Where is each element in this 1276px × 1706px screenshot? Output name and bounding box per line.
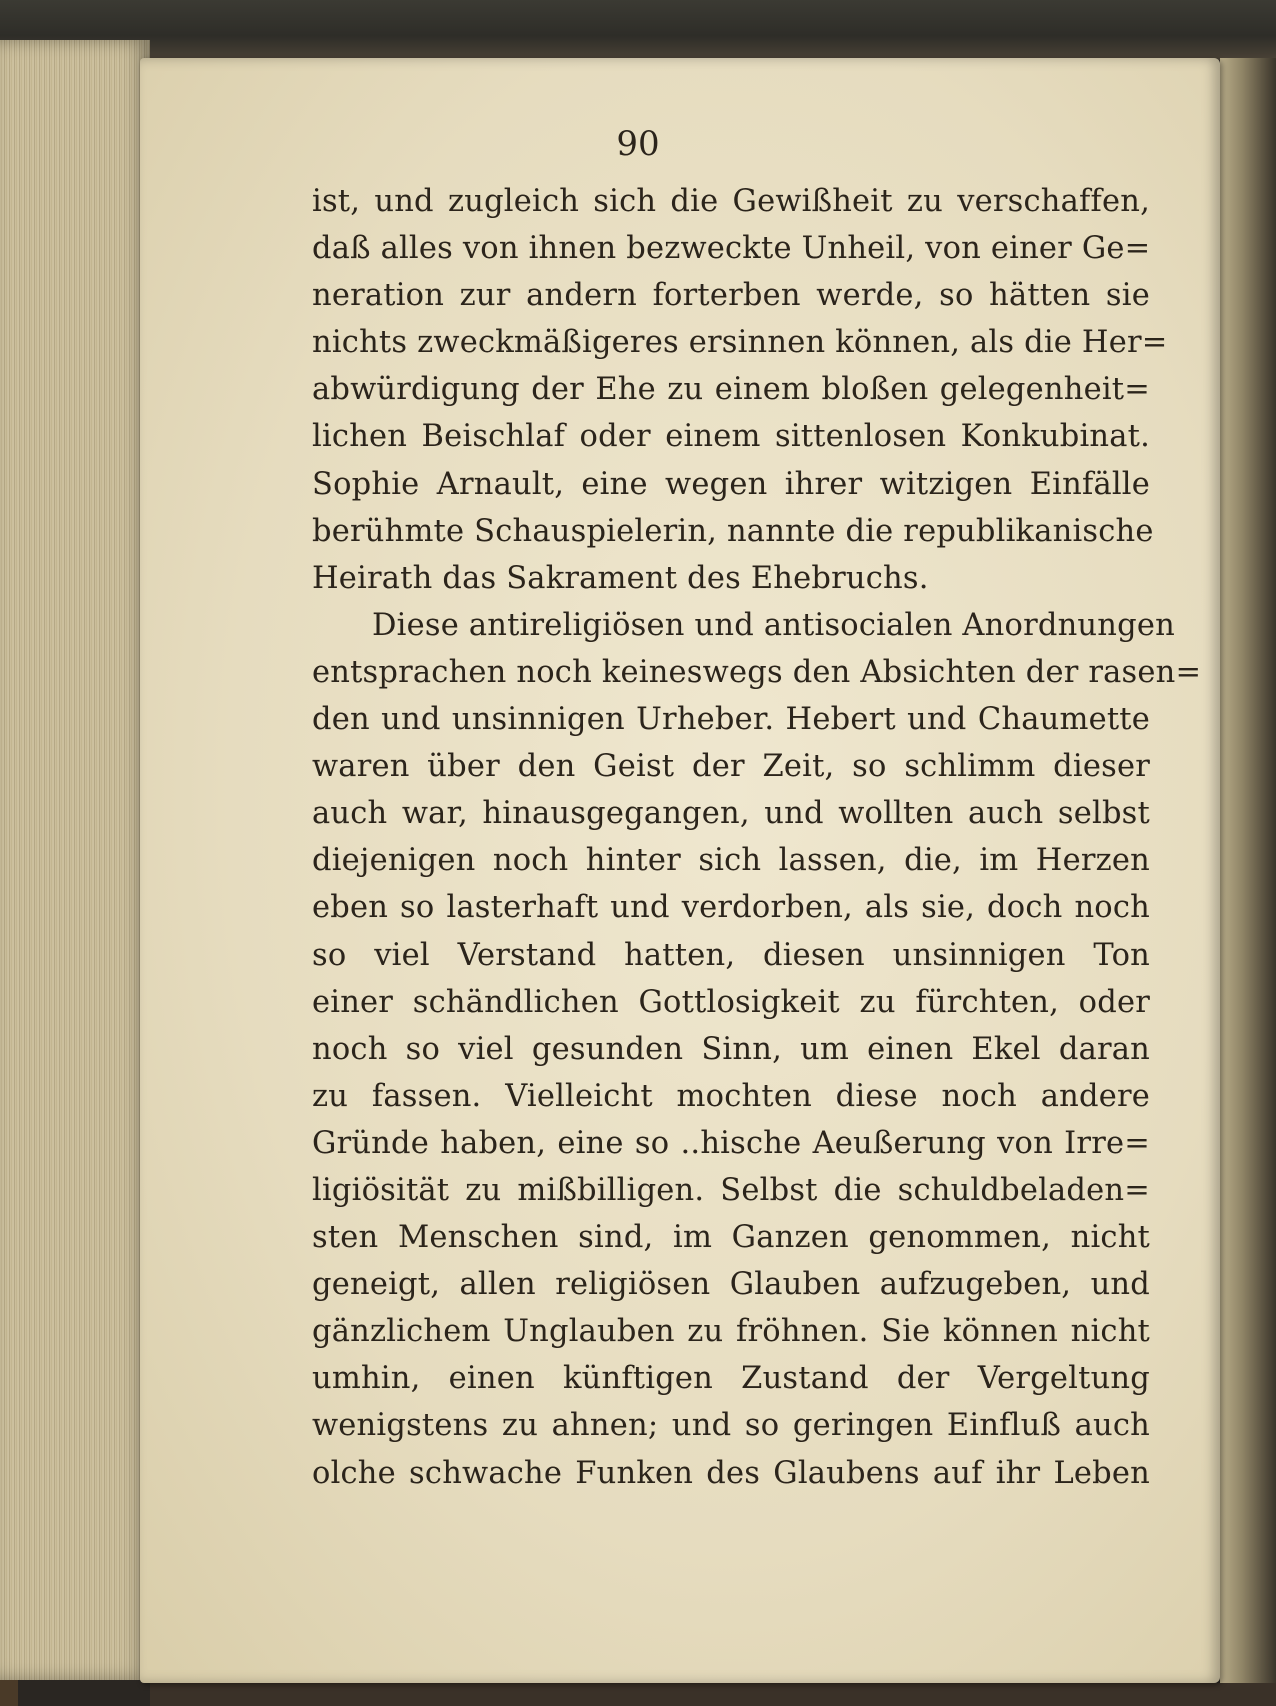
text-line: ist, und zugleich sich die Gewißheit zu verschaffen, [312, 184, 1150, 219]
text-line: so viel Verstand hatten, diesen unsinnigen Ton [312, 937, 1150, 973]
text-line: zu fassen. Vielleicht mochten diese noch andere [312, 1078, 1150, 1114]
text-line: Heirath das Sakrament des Ehebruchs. [312, 560, 929, 596]
text-line: Sophie Arnault, eine wegen ihrer witzigen Einfälle [312, 466, 1150, 502]
text-line: Gründe haben, eine so ..hische Aeußerung von Irre= [312, 1125, 1150, 1161]
book-top-edge [0, 0, 1276, 60]
text-line: eben so lasterhaft und verdorben, als sie, doch noch [312, 890, 1150, 926]
text-line: olche schwache Funken des Glaubens auf ihr Leben [312, 1455, 1150, 1491]
text-line: ligiösität zu mißbilligen. Selbst die schuldbeladen= [312, 1172, 1150, 1208]
text-line: diejenigen noch hinter sich lassen, die, im Herzen [312, 843, 1150, 879]
text-line: berühmte Schauspielerin, nannte die republikanische [312, 513, 1154, 549]
text-line: sten Menschen sind, im Ganzen genommen, nicht [312, 1220, 1150, 1256]
text-line: geneigt, allen religiösen Glauben aufzugeben, und [312, 1267, 1150, 1303]
text-line: waren über den Geist der Zeit, so schlimm dieser [312, 749, 1150, 785]
book-bottom-edge [150, 1683, 1276, 1706]
text-line: neration zur andern forterben werde, so hätten sie [312, 278, 1150, 314]
text-line: noch so viel gesunden Sinn, um einen Ekel daran [312, 1031, 1150, 1067]
text-line: den und unsinnigen Urheber. Hebert und Chaumette [312, 702, 1150, 738]
text-line: abwürdigung der Ehe zu einem bloßen gelegenheit= [312, 372, 1150, 408]
page-text-block [312, 178, 1202, 1497]
text-line: lichen Beischlaf oder einem sittenlosen Konkubinat. [312, 419, 1150, 455]
text-line: entsprachen noch keineswegs den Absichten der rasen= [312, 654, 1202, 690]
text-line: Diese antireligiösen und antisocialen Anordnungen [372, 607, 1175, 643]
page-stack-edges [0, 40, 150, 1680]
book-gutter-right [1220, 58, 1276, 1706]
text-line: nichts zweckmäßigeres ersinnen können, als die Her= [312, 325, 1168, 361]
page-number: 90 [616, 124, 660, 164]
text-line: daß alles von ihnen bezweckte Unheil, von einer Ge= [312, 231, 1151, 267]
text-line: auch war, hinausgegangen, und wollten auch selbst [312, 796, 1150, 832]
text-line: wenigstens zu ahnen; und so geringen Einfluß auch [312, 1408, 1150, 1444]
text-line: umhin, einen künftigen Zustand der Vergeltung [312, 1361, 1150, 1397]
text-line: gänzlichem Unglauben zu fröhnen. Sie können nicht [312, 1314, 1150, 1350]
text-line: einer schändlichen Gottlosigkeit zu fürchten, oder [312, 984, 1150, 1020]
